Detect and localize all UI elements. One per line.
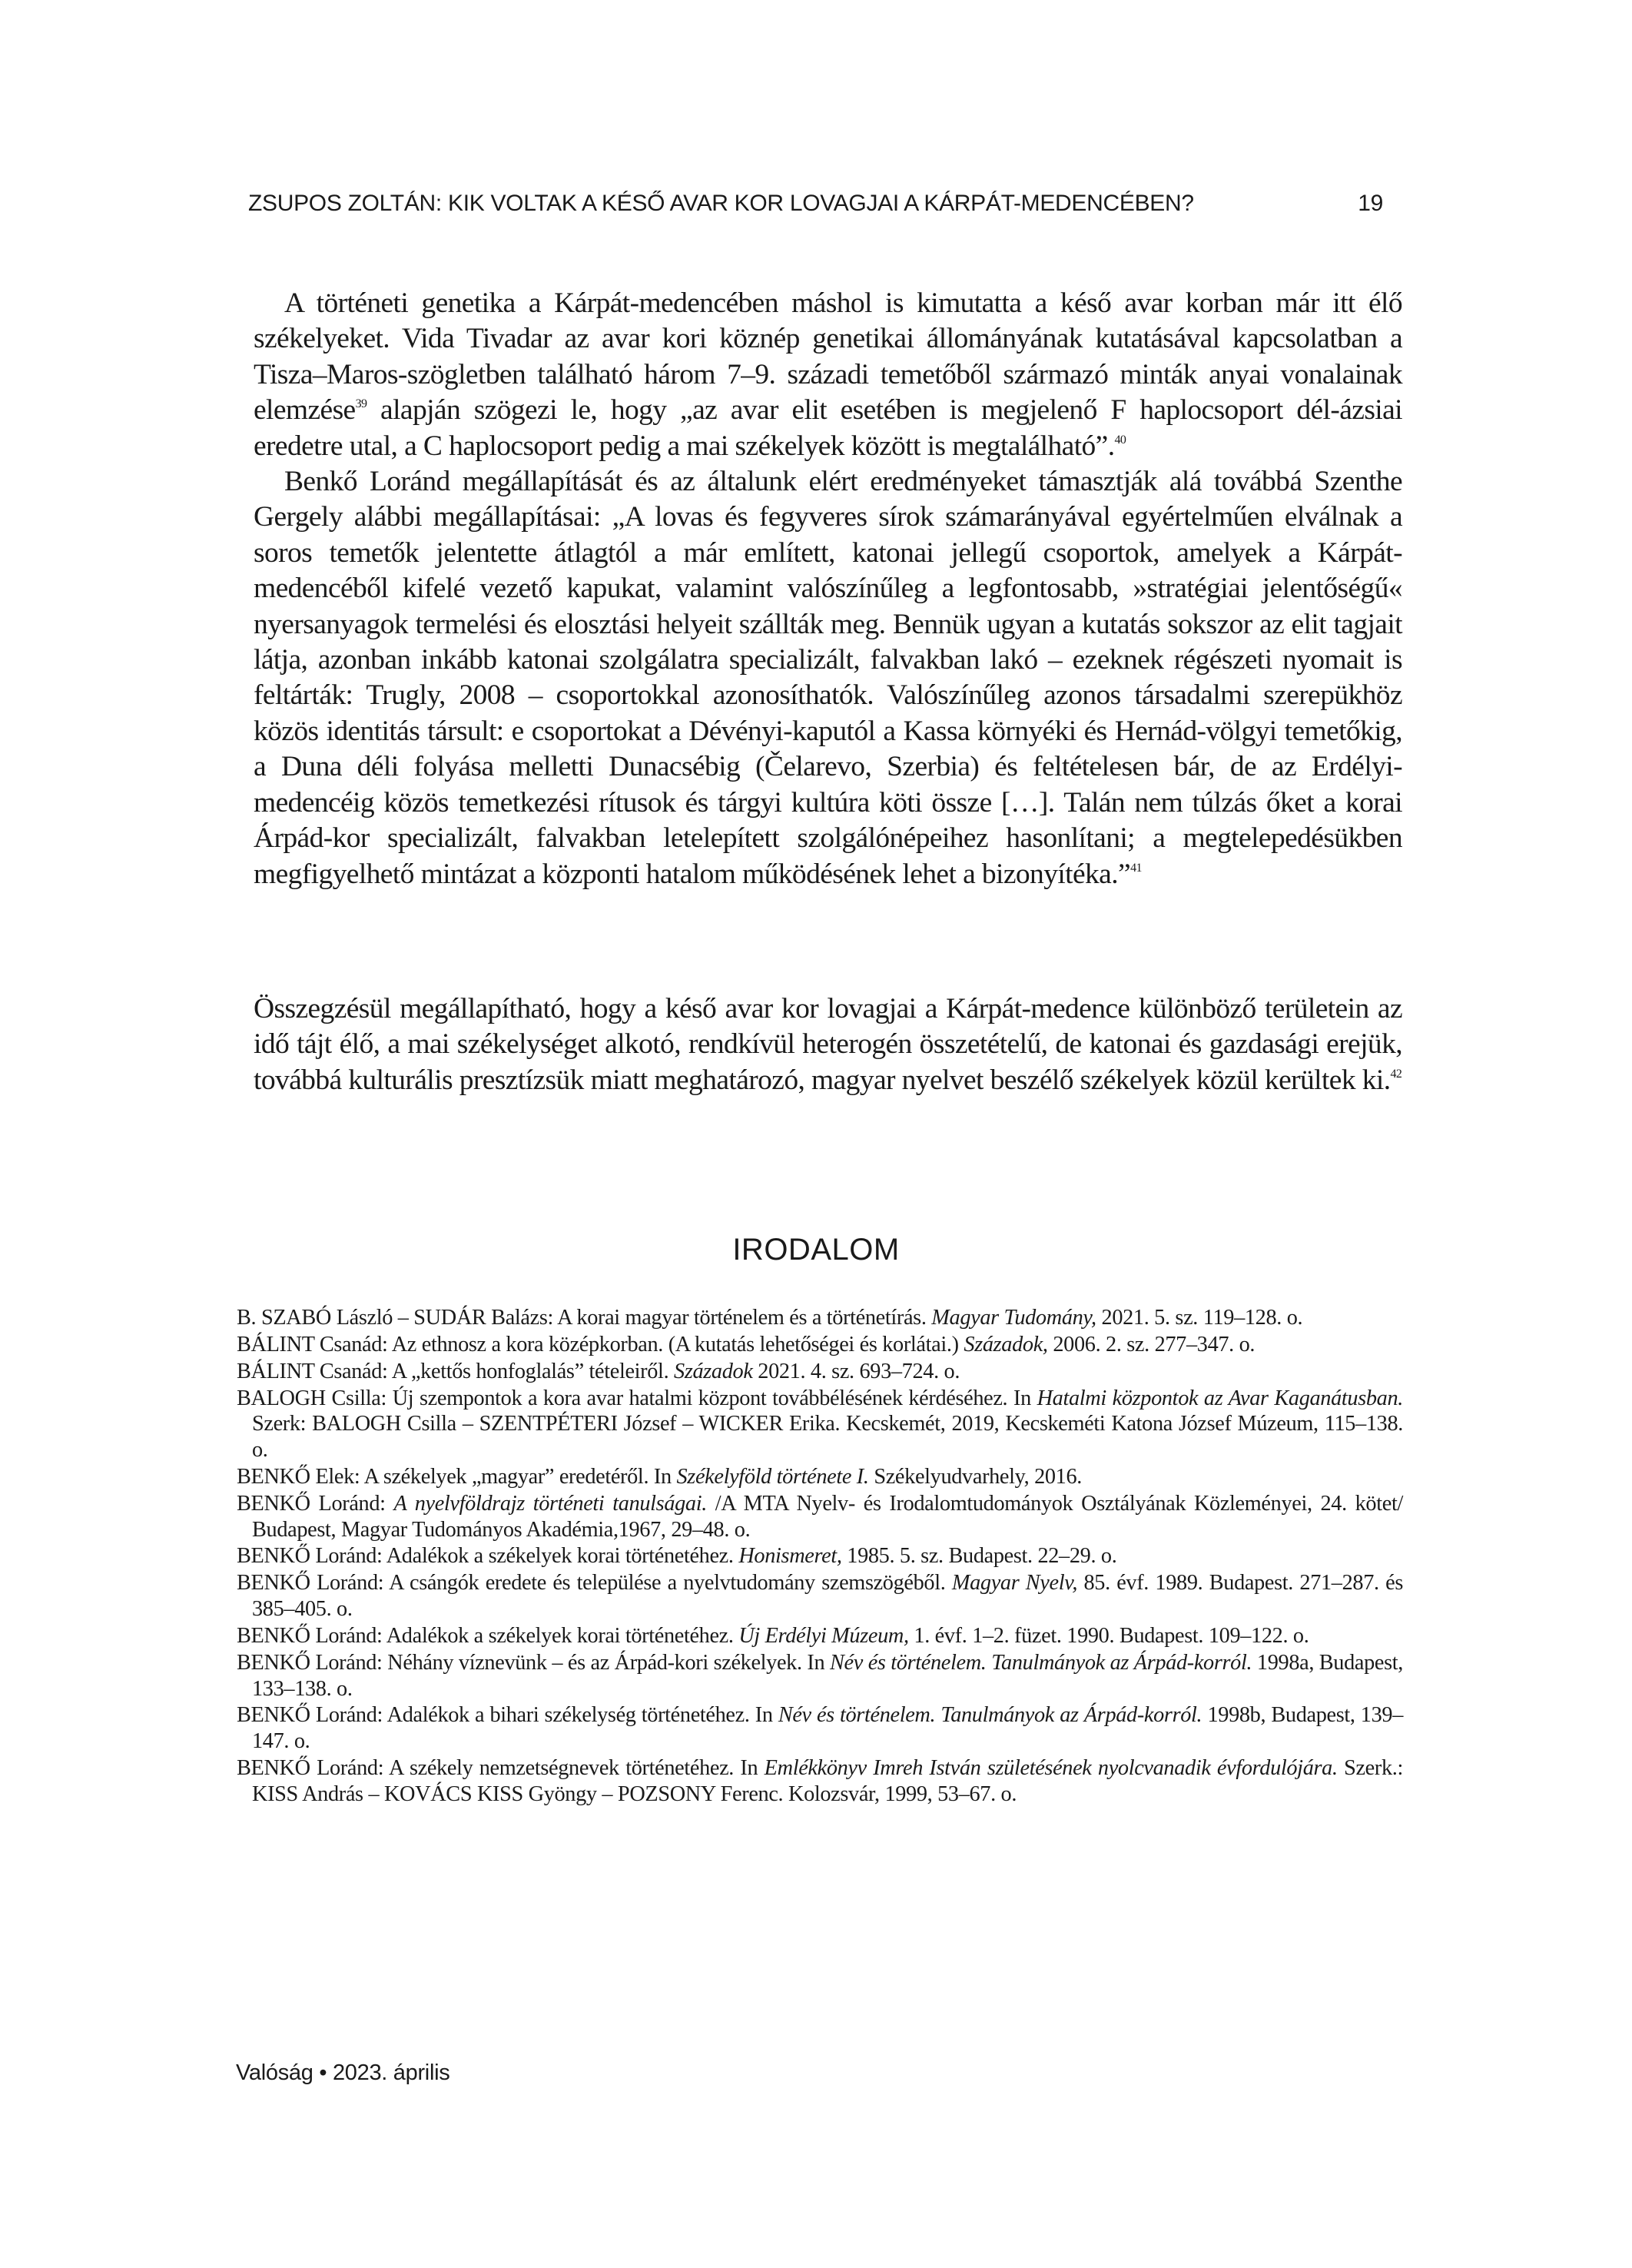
footnote-ref[interactable]: 42	[1390, 1067, 1402, 1081]
bibliography-entry: BENKŐ Loránd: Adalékok a székelyek korai történetéhez. Új Erdélyi Múzeum, 1. évf. 1–2. füzet. 1990. Budapest. 109–122. o.	[237, 1623, 1309, 1648]
bibliography-entry: BENKŐ Loránd: A csángók eredete és települése a nyelvtudomány szemszögéből. Magyar Nyelv, 85. évf. 1989. Budapest. 271–287. és 385–405. o.	[237, 1571, 1403, 1622]
page-number: 19	[1358, 191, 1383, 216]
journal-name: Valóság	[236, 2060, 313, 2085]
publication-title: A nyelvföldrajz történeti tanulságai.	[393, 1491, 707, 1516]
page-footer	[236, 2060, 449, 2086]
running-title: ZSUPOS ZOLTÁN: KIK VOLTAK A KÉSŐ AVAR KOR LOVAGJAI A KÁRPÁT-MEDENCÉBEN?	[248, 191, 1194, 216]
separator-bullet: •	[319, 2060, 327, 2085]
publication-title: Századok	[674, 1359, 753, 1383]
bibliography-entry: BENKŐ Loránd: Adalékok a székelyek korai történetéhez. Honismeret, 1985. 5. sz. Budapest. 22–29. o.	[237, 1544, 1117, 1569]
bibliography-entry: BENKŐ Loránd: Adalékok a bihari székelység történetéhez. In Név és történelem. Tanulmányok az Árpád-korról. 1998b, Budapest, 139–147. o.	[237, 1703, 1403, 1754]
publication-title: Székelyföld története I.	[676, 1464, 869, 1489]
bibliography-entry: BENKŐ Elek: A székelyek „magyar” eredetéről. In Székelyföld története I. Székelyudvarhely, 2016.	[237, 1464, 1082, 1489]
publication-title: Hatalmi központok az Avar Kaganátusban.	[1037, 1386, 1403, 1410]
paragraph: A történeti genetika a Kárpát-medencében máshol is kimutatta a késő avar korban már itt élő székelyeket. Vida Tivadar az avar kori köznép genetikai állományának kutatásával kapcsolatban a Tisza–Maros-szögletben található három 7–9. századi temetőből származó minták anyai vonalainak elemzése$^{39}$ alapján szögezi le, hogy „az avar elit esetében is megjelenő F haplocsoport dél-ázsiai eredetre utal, a C haplocsoport pedig a mai székelyek között is megtalálható”.$^{40}$	[254, 287, 1402, 462]
publication-title: Emlékkönyv Imreh István születésének nyolcvanadik évfordulójára.	[764, 1756, 1338, 1781]
bibliography-entry: BÁLINT Csanád: Az ethnosz a kora középkorban. (A kutatás lehetőségei és korlátai.) Századok, 2006. 2. sz. 277–347. o.	[237, 1332, 1256, 1356]
publication-title: Honismeret,	[738, 1544, 842, 1569]
publication-title: Magyar Nyelv,	[951, 1571, 1078, 1596]
bibliography-entry: B. SZABÓ László – SUDÁR Balázs: A korai magyar történelem és a történetírás. Magyar Tudomány, 2021. 5. sz. 119–128. o.	[237, 1306, 1303, 1330]
publication-title: Magyar Tudomány,	[931, 1306, 1096, 1330]
running-header	[248, 191, 1383, 217]
body-text-block	[254, 286, 1402, 892]
section-title: IRODALOM	[732, 1233, 900, 1267]
bibliography-entry: BÁLINT Csanád: A „kettős honfoglalás” tételeiről. Századok 2021. 4. sz. 693–724. o.	[237, 1359, 960, 1383]
paragraph: Benkő Loránd megállapítását és az általunk elért eredményeket támasztják alá továbbá Szenthe Gergely alábbi megállapításai: „A lovas és fegyveres sírok számarányával egyértelműen elválnak a soros temetők jelentette átlagtól a már említett, katonai jellegű csoportok, amelyek a Kárpát-medencéből kifelé vezető kapukat, valamint valószínűleg a legfontosabb, »stratégiai jelentőségű« nyersanyagok termelési és elosztási helyeit szállták meg. Bennük ugyan a kutatás sokszor az elit tagjait látja, azonban inkább katonai szolgálatra specializált, falvakban lakó – ezeknek régészeti nyomait is feltárták: Trugly, 2008 – csoportokkal azonosíthatók. Valószínűleg azonos társadalmi szerepükhöz közös identitás társult: e csoportokat a Dévényi-kaputól a Kassa környéki és Hernád-völgyi temetőkig, a Duna déli folyása melletti Dunacsébig (Čelarevo, Szerbia) és feltételesen bár, de az Erdélyi-medencéig közös temetkezési rítusok és tárgyi kultúra köti össze […]. Talán nem túlzás őket a korai Árpád-kor specializált, falvakban letelepített szolgálónépeihez hasonlítani; a megtelepedésükben megfigyelhető mintázat a központi hatalom működésének lehet a bizonyítéka.”$^{41}$	[254, 466, 1402, 890]
bibliography-list	[237, 1305, 1403, 1808]
bibliography-entry: BENKŐ Loránd: A nyelvföldrajz történeti tanulságai. /A MTA Nyelv- és Irodalomtudományok Osztályának Közleményei, 24. kötet/ Budapest, Magyar Tudományos Akadémia,1967, 29–48. o.	[237, 1491, 1403, 1542]
bibliography-entry: BENKŐ Loránd: A székely nemzetségnevek történetéhez. In Emlékkönyv Imreh István születésének nyolcvanadik évfordulójára. Szerk.: KISS András – KOVÁCS KISS Gyöngy – POZSONY Ferenc. Kolozsvár, 1999, 53–67. o.	[237, 1756, 1403, 1806]
bibliography-entry: BALOGH Csilla: Új szempontok a kora avar hatalmi központ továbbélésének kérdéséhez. In Hatalmi központok az Avar Kaganátusban. Szerk: BALOGH Csilla – SZENTPÉTERI József – WICKER Erika. Kecskemét, 2019, Kecskeméti Katona József Múzeum, 115–138. o.	[237, 1386, 1403, 1463]
issue-date: 2023. április	[332, 2060, 450, 2085]
footnote-ref[interactable]: 41	[1130, 861, 1142, 875]
conclusion-block	[254, 991, 1402, 1098]
footnote-ref[interactable]: 39	[355, 397, 367, 411]
paragraph: Összegzésül megállapítható, hogy a késő avar kor lovagjai a Kárpát-medence különböző területein az idő tájt élő, a mai székelységet alkotó, rendkívül heterogén összetételű, de katonai és gazdasági erejük, továbbá kulturális presztízsük miatt meghatározó, magyar nyelvet beszélő székelyek közül kerültek ki.$^{42}$	[254, 993, 1402, 1096]
publication-title: Új Erdélyi Múzeum,	[738, 1623, 909, 1648]
publication-title: Név és történelem. Tanulmányok az Árpád-korról.	[830, 1650, 1252, 1675]
publication-title: Századok,	[964, 1332, 1048, 1356]
footnote-ref[interactable]: 40	[1114, 433, 1126, 447]
publication-title: Név és történelem. Tanulmányok az Árpád-korról.	[778, 1703, 1202, 1728]
bibliography-entry: BENKŐ Loránd: Néhány víznevünk – és az Árpád-kori székelyek. In Név és történelem. Tanulmányok az Árpád-korról. 1998a, Budapest, 133–138. o.	[237, 1650, 1404, 1701]
